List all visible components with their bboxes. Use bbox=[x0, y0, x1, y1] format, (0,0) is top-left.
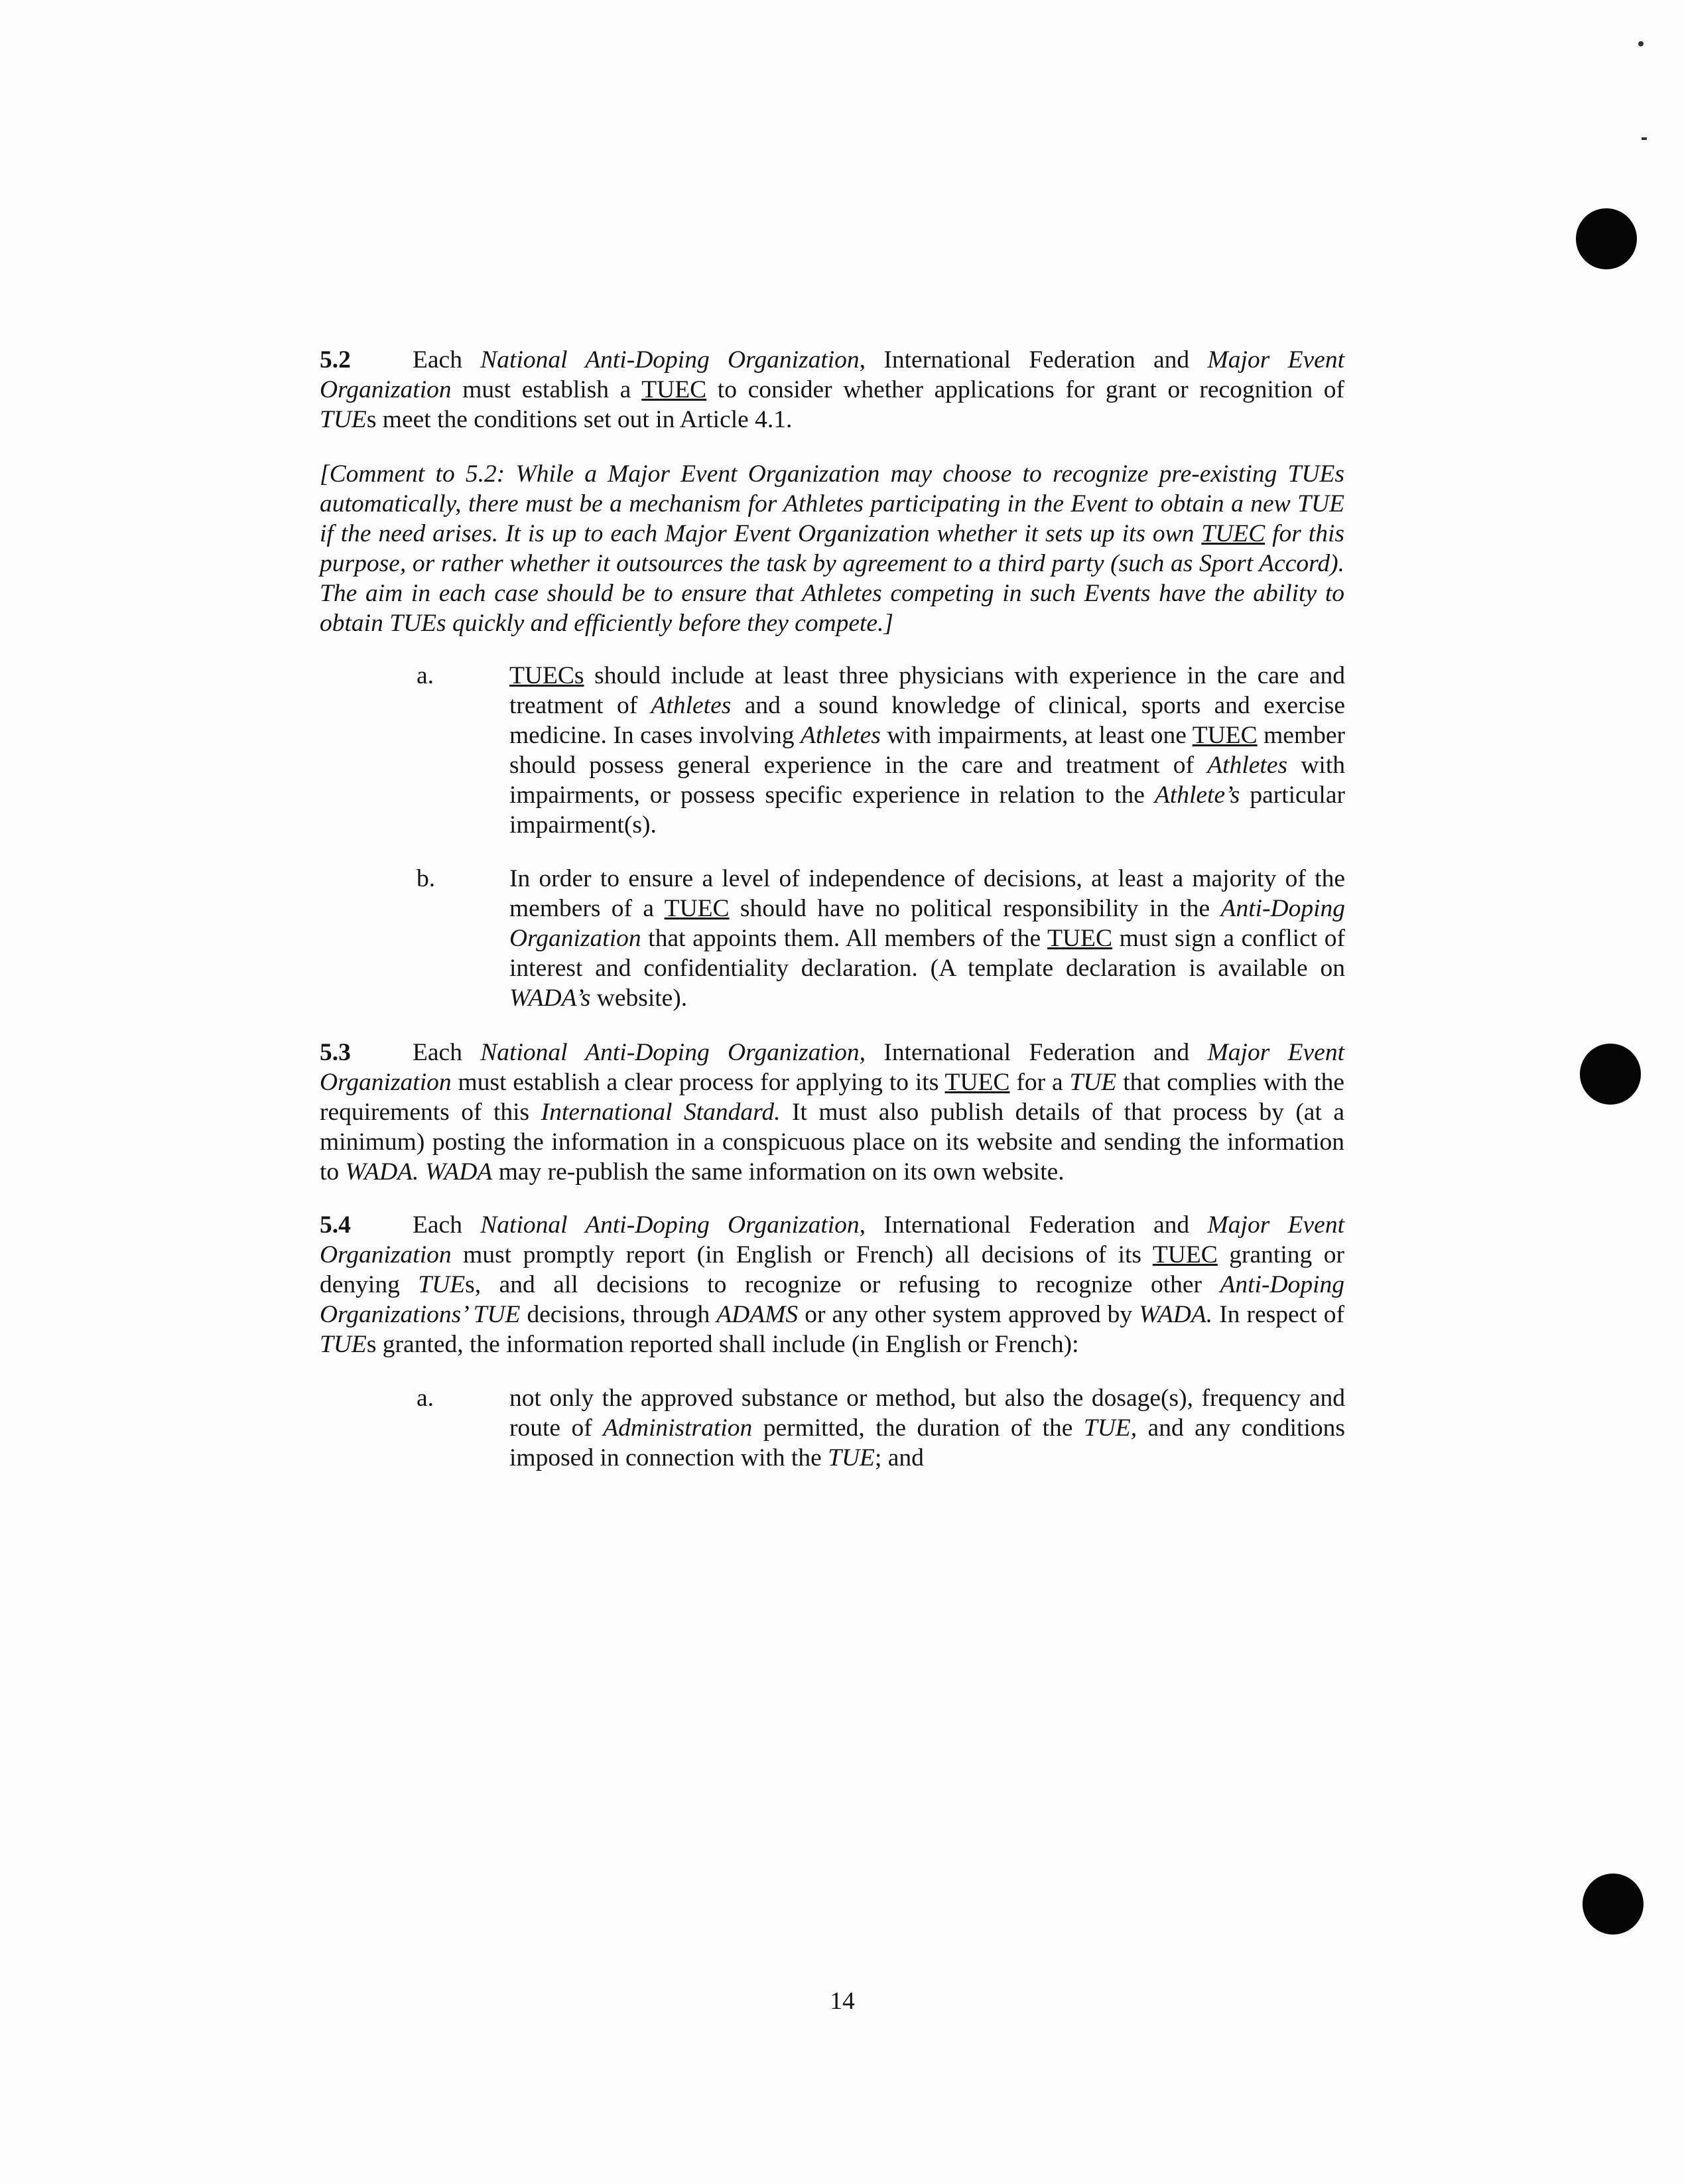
section-number: 5.2 bbox=[320, 346, 351, 374]
list-item-letter: b. bbox=[417, 865, 436, 892]
scan-speck-top bbox=[1638, 41, 1644, 46]
comment-5-2: [Comment to 5.2: While a Major Event Organization may choose to recognize pre-existing TUEs automatically, there must be a mechanism for Athletes participating in the Event to obtain a new TUE if the need arises. It is up to each Major Event Organization whether it sets up its own TUEC for this purpose, or rather whether it outsources the task by agreement to a third party (such as Sport Accord). The aim in each case should be to ensure that Athletes competing in such Events have the ability to obtain TUEs quickly and efficiently before they compete.] bbox=[320, 460, 1344, 637]
punch-hole-top bbox=[1576, 208, 1637, 269]
list-item-body: In order to ensure a level of independence of decisions, at least a majority of the members of a TUEC should have no political responsibility in the Anti-Doping Organization that appoints them. All members of the TUEC must sign a conflict of interest and confidentiality declaration. (A template declaration is available on WADA’s website). bbox=[509, 865, 1346, 1012]
scan-speck-mark bbox=[1642, 137, 1647, 140]
section-number: 5.3 bbox=[320, 1039, 351, 1066]
tuec-term: TUEC bbox=[1201, 520, 1265, 547]
tuec-term: TUEC bbox=[641, 376, 707, 403]
section-5-3: 5.3 Each National Anti-Doping Organization, International Federation and Major Event Organization must establish a clear process for applying to its TUEC for a TUE that complies with the requirements of this International Standard. It must also publish details of that process by (at a minimum) posting the information in a conspicuous place on its website and sending the information to WADA. WADA may re-publish the same information on its own website. bbox=[320, 1039, 1345, 1186]
list-item-letter: a. bbox=[417, 1385, 434, 1412]
list-item-body: not only the approved substance or method, but also the dosage(s), frequency and route of Administration permitted, the duration of the TUE, and any conditions imposed in connection with the TUE; and bbox=[509, 1385, 1345, 1471]
section-number: 5.4 bbox=[320, 1211, 351, 1239]
punch-hole-bottom bbox=[1583, 1874, 1644, 1935]
punch-hole-middle bbox=[1580, 1044, 1641, 1105]
section-5-4: 5.4 Each National Anti-Doping Organization, International Federation and Major Event Organization must promptly report (in English or French) all decisions of its TUEC granting or denying TUEs, and all decisions to recognize or refusing to recognize other Anti-Doping Organizations’ TUE decisions, through ADAMS or any other system approved by WADA. In respect of TUEs granted, the information reported shall include (in English or French): bbox=[320, 1211, 1344, 1358]
list-item-body: TUECs should include at least three physicians with experience in the care and treatment of Athletes and a sound knowledge of clinical, sports and exercise medicine. In cases involving Athletes with impairments, at least one TUEC member should possess general experience in the care and treatment of Athletes with impairments, or possess specific experience in relation to the Athlete’s particular impairment(s). bbox=[509, 662, 1345, 839]
list-item-letter: a. bbox=[417, 662, 434, 689]
section-5-2: 5.2 Each National Anti-Doping Organization, International Federation and Major Event Organization must establish a TUEC to consider whether applications for grant or recognition of TUEs meet the conditions set out in Article 4.1. bbox=[320, 346, 1344, 433]
page-number: 14 bbox=[830, 1988, 855, 2015]
